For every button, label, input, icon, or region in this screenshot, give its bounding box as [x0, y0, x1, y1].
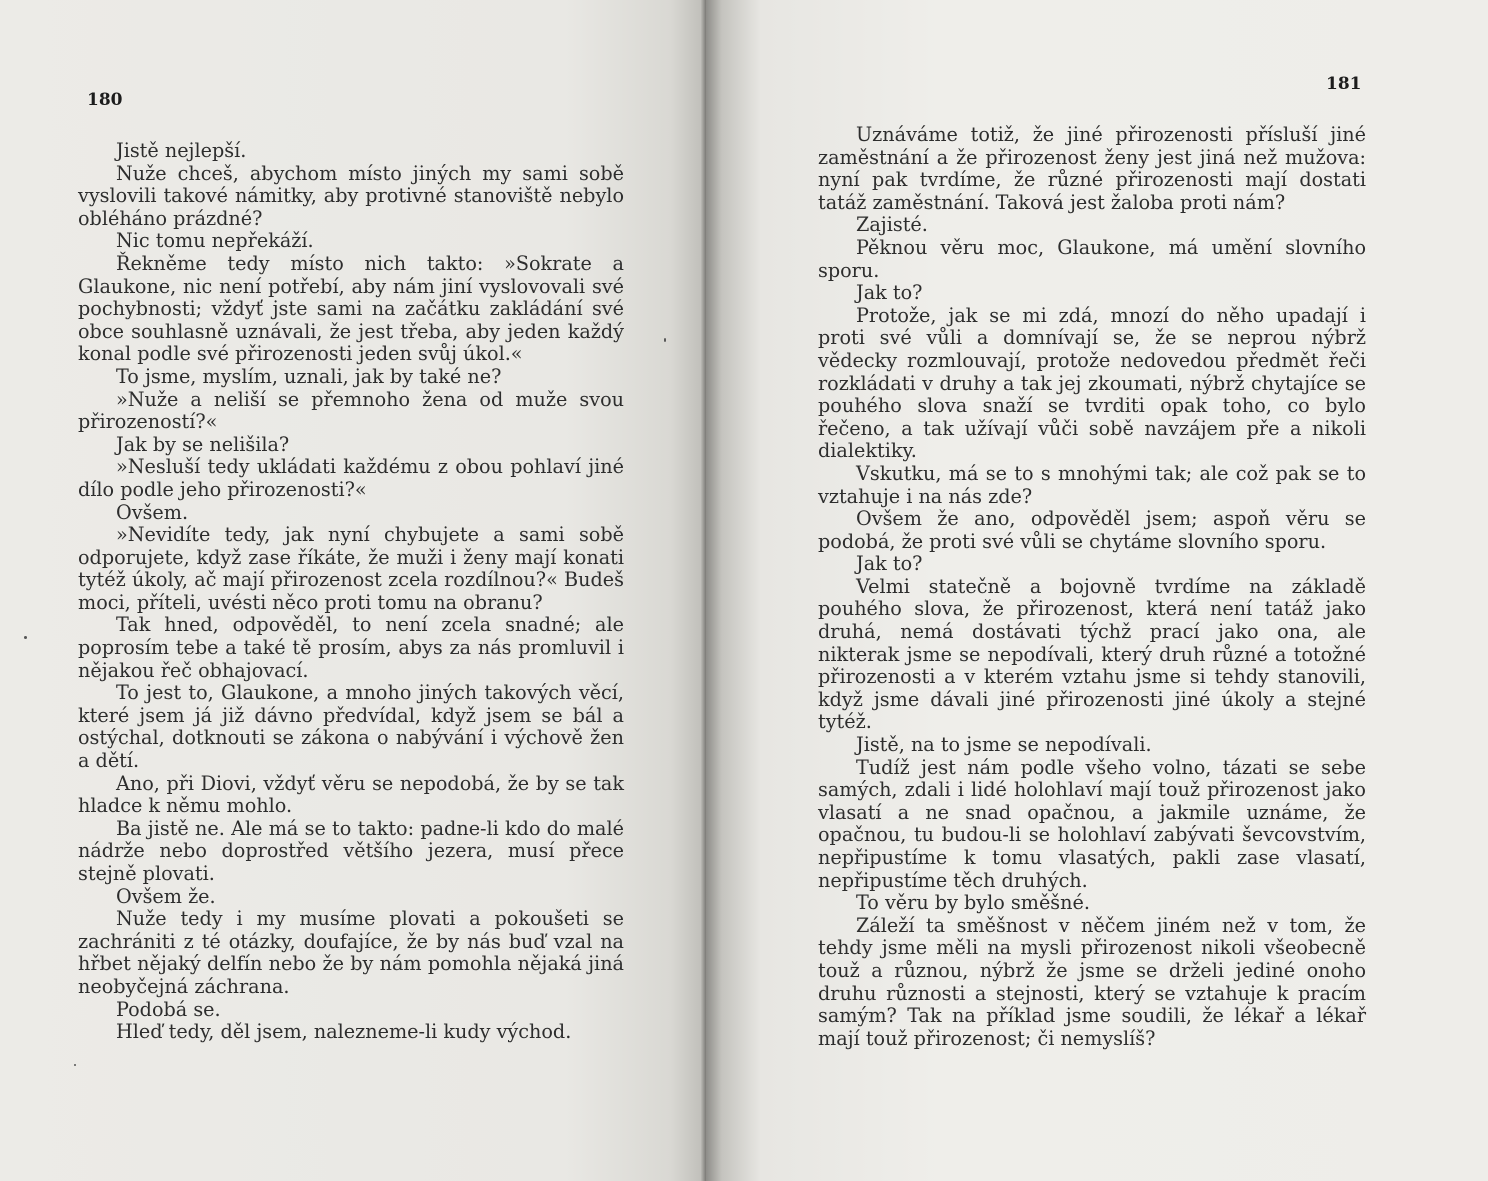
paragraph: Zajisté. [856, 213, 928, 237]
paragraph: Pěknou věru moc, Glaukone, má umění slovního sporu. [818, 235, 1366, 282]
paragraph: Řekněme tedy místo nich takto: »Sokrate a Glaukone, nic není potřebí, aby nám jiní vyslovovali své pochybnosti; vždyť jste sami na začátku zakládání své obce souhlasně uznávali, že jest třeba, aby jeden každý konal podle své přirozenosti jeden svůj úkol.« [78, 251, 624, 366]
left-page [0, 0, 706, 1181]
paragraph: Ano, při Diovi, vždyť věru se nepodobá, že by se tak hladce k němu mohlo. [78, 771, 624, 818]
left-page-text [78, 140, 624, 1044]
paragraph: Ovšem že ano, odpověděl jsem; aspoň věru se podobá, že proti své vůli se chytáme slovního sporu. [818, 507, 1366, 553]
paragraph: Protože, jak se mi zdá, mnozí do něho upadají i proti své vůli a domnívají se, že se neprou nýbrž vědecky rozmlouvají, protože nedovedou předmět řeči rozkládati v druhy a tak jej zkoumati, nýbrž chytajíce se pouhého slova snaží se tvrditi opak toho, co bylo řečeno, a tak užívají vůči sobě navzájem pře a nikoli dialektiky. [818, 303, 1366, 463]
paragraph: Ba jistě ne. Ale má se to takto: padne-li kdo do malé nádrže nebo doprostřed většího jezera, musí přece stejně plovati. [78, 816, 624, 885]
paragraph: Ovšem. [116, 500, 189, 524]
paragraph: To jsme, myslím, uznali, jak by také ne? [116, 364, 502, 388]
paper-speck [664, 338, 666, 342]
paragraph: Uznáváme totiž, že jiné přirozenosti přísluší jiné zaměstnání a že přirozenost ženy jest jiná než mužova: nyní pak tvrdíme, že různé přirozenosti mají dostati tatáž zaměstnání. Taková jest žaloba proti nám? [818, 123, 1366, 214]
paragraph: Nic tomu nepřekáží. [116, 229, 314, 253]
right-page-number: 181 [1326, 74, 1362, 94]
left-page-number: 180 [87, 90, 123, 110]
paragraph: »Nesluší tedy ukládati každému z obou pohlaví jiné dílo podle jeho přirozenosti?« [78, 455, 624, 501]
paragraph: Nuže chceš, abychom místo jiných my sami sobě vyslovili takové námitky, aby protivné stanoviště nebylo obléháno prázdné? [78, 161, 624, 230]
paragraph: Jistě, na to jsme se nepodívali. [856, 733, 1152, 757]
paragraph: Nuže tedy i my musíme plovati a pokoušeti se zachrániti z té otázky, doufajíce, že by nás buď vzal na hřbet nějaký delfín nebo že by nám pomohla nějaká jiná neobyčejná záchrana. [78, 907, 624, 998]
paragraph: Ovšem že. [116, 884, 216, 908]
paragraph: Záleží ta směšnost v něčem jiném než v tom, že tehdy jsme měli na mysli přirozenost nikoli všeobecně touž a různou, nýbrž že jsme se drželi jediné onoho druhu různosti a stejnosti, který se vztahuje k pracím samým? Tak na příklad jsme soudili, že lékař a lékař mají touž přirozenost; či nemyslíš? [818, 913, 1366, 1050]
paragraph: »Nevidíte tedy, jak nyní chybujete a sami sobě odporujete, když zase říkáte, že muži i ženy mají konati tytéž úkoly, ač mají přirozenost zcela rozdílnou?« Budeš moci, příteli, uvésti něco proti tomu na obranu? [78, 523, 624, 614]
right-page [706, 0, 1488, 1181]
paragraph: Podobá se. [116, 997, 221, 1021]
paper-speck [24, 636, 27, 639]
right-page-text [818, 124, 1366, 1050]
paper-speck [74, 1064, 76, 1066]
paragraph: Tudíž jest nám podle všeho volno, tázati se sebe samých, zdali i lidé holohlaví mají touž přirozenost jako vlasatí a ne snad opačnou, a jakmile uznáme, že opačnou, tu budou-li se holohlaví zabývati ševcovstvím, nepřipustíme k tomu vlasatých, pakli zase vlasatí, nepřipustíme těch druhých. [818, 755, 1366, 892]
paragraph: Tak hned, odpověděl, to není zcela snadné; ale poprosím tebe a také tě prosím, abys za nás promluvil i nějakou řeč obhajovací. [78, 613, 624, 682]
paragraph: Jak to? [856, 552, 923, 576]
paragraph: Vskutku, má se to s mnohými tak; ale což pak se to vztahuje i na nás zde? [818, 461, 1366, 508]
paragraph: Velmi statečně a bojovně tvrdíme na základě pouhého slova, že přirozenost, která není tatáž jako druhá, nemá dostávati týchž prací jako ona, ale nikterak jsme se nepodívali, který druh různé a totožné přirozenosti a v kterém vztahu jsme si tehdy stanovili, když jsme dávali jiné přirozenosti jiné úkoly a stejné tytéž. [818, 574, 1366, 734]
paragraph: Jak by se nelišila? [116, 432, 290, 456]
paragraph: To věru by bylo směšné. [856, 891, 1090, 915]
paragraph: Hleď tedy, děl jsem, nalezneme-li kudy východ. [116, 1020, 572, 1044]
paragraph: Jak to? [856, 281, 923, 305]
paragraph: »Nuže a neliší se přemnoho žena od muže svou přirozeností?« [78, 387, 624, 434]
paragraph: Jistě nejlepší. [116, 139, 247, 162]
paragraph: To jest to, Glaukone, a mnoho jiných takových věcí, které jsem já již dávno předvídal, když jsem se bál a ostýchal, dotknouti se zákona o nabývání i výchově žen a dětí. [78, 681, 624, 773]
